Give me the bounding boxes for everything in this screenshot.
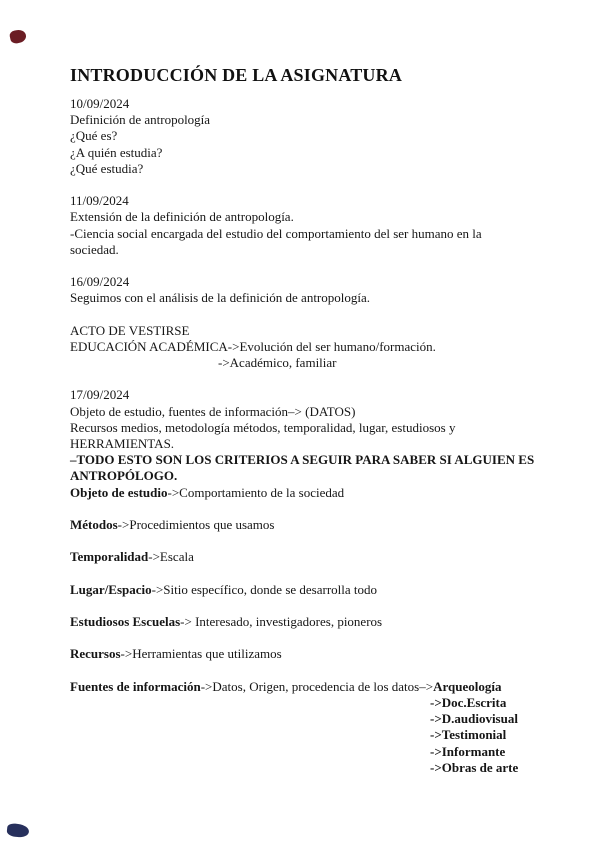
text-line xyxy=(70,242,540,258)
text-segment: 11/09/2024 xyxy=(70,193,129,209)
text-line xyxy=(70,161,540,177)
text-line xyxy=(70,128,540,144)
text-segment: Arqueología xyxy=(433,678,502,694)
text-segment: ¿Qué es? xyxy=(70,128,118,144)
text-segment: ->Datos, Origen, procedencia de los datos–> xyxy=(200,678,434,694)
text-segment: Recursos xyxy=(70,646,121,662)
text-segment: Métodos xyxy=(70,516,118,532)
text-segment: Recursos medios, metodología métodos, temporalidad, lugar, estudiosos y xyxy=(70,419,456,435)
blank-line xyxy=(70,533,540,549)
text-segment: Fuentes de información xyxy=(70,678,201,694)
text-line xyxy=(70,145,540,161)
text-line xyxy=(70,387,540,403)
text-segment: sociedad. xyxy=(70,241,119,257)
text-line xyxy=(70,614,540,630)
text-segment: EDUCACIÓN ACADÉMICA->Evolución del ser humano/formación. xyxy=(70,338,436,354)
text-segment: ->Procedimientos que usamos xyxy=(117,516,275,532)
text-segment: 16/09/2024 xyxy=(70,274,130,290)
text-line xyxy=(70,679,540,695)
text-segment: ->Informante xyxy=(430,743,506,759)
text-segment: ->Doc.Escrita xyxy=(430,694,507,710)
text-segment: Estudiosos Escuelas xyxy=(70,614,181,629)
text-line xyxy=(70,112,540,128)
text-line xyxy=(70,209,540,225)
text-segment: ->Sitio específico, donde se desarrolla todo xyxy=(151,581,378,597)
text-segment: ¿Qué estudia? xyxy=(70,160,144,176)
blank-line xyxy=(70,598,540,614)
text-line xyxy=(70,452,540,468)
text-line xyxy=(70,646,540,662)
text-line xyxy=(70,226,540,242)
text-line xyxy=(70,485,540,501)
blank-line xyxy=(70,371,540,387)
blue-scribble-mark xyxy=(6,823,29,838)
text-segment: -Ciencia social encargada del estudio del comportamiento del ser humano en la xyxy=(70,225,482,241)
text-segment: ->Obras de arte xyxy=(430,759,519,775)
text-segment: ACTO DE VESTIRSE xyxy=(70,322,190,338)
text-line xyxy=(70,582,540,598)
text-segment: ->D.audiovisual xyxy=(430,711,518,727)
blank-line xyxy=(70,501,540,517)
text-segment: Lugar/Espacio xyxy=(70,581,152,597)
text-line xyxy=(70,549,540,565)
text-line xyxy=(70,193,540,209)
text-line xyxy=(70,436,540,452)
text-line xyxy=(70,274,540,290)
text-line xyxy=(70,404,540,420)
text-segment: ->Académico, familiar xyxy=(218,355,337,370)
text-line xyxy=(70,695,540,711)
text-segment: Temporalidad xyxy=(70,549,149,565)
text-segment: –TODO ESTO SON LOS CRITERIOS A SEGUIR PARA SABER SI ALGUIEN ES xyxy=(70,452,535,468)
blank-line xyxy=(70,258,540,274)
blank-line xyxy=(70,565,540,581)
text-line xyxy=(70,727,540,743)
text-line xyxy=(70,468,540,484)
text-line xyxy=(70,517,540,533)
text-segment: Objeto de estudio xyxy=(70,484,168,500)
page-title: INTRODUCCIÓN DE LA ASIGNATURA xyxy=(70,65,403,85)
text-line xyxy=(70,339,540,355)
text-line xyxy=(70,744,540,760)
text-segment: Seguimos con el análisis de la definición de antropología. xyxy=(70,290,371,306)
text-segment: ->Testimonial xyxy=(430,727,507,743)
text-segment: Objeto de estudio, fuentes de información–> (DATOS) xyxy=(70,403,356,419)
text-segment: -> Interesado, investigadores, pioneros xyxy=(180,614,383,629)
text-segment: 17/09/2024 xyxy=(70,387,130,403)
blank-line xyxy=(70,177,540,193)
text-segment: ->Comportamiento de la sociedad xyxy=(167,484,345,500)
text-segment: ANTROPÓLOGO. xyxy=(70,468,178,484)
text-line xyxy=(70,290,540,306)
document-body xyxy=(70,96,540,776)
red-scribble-mark xyxy=(9,28,27,44)
text-line xyxy=(70,96,540,112)
blank-line xyxy=(70,630,540,646)
text-segment: ->Herramientas que utilizamos xyxy=(120,646,282,662)
text-line xyxy=(70,760,540,776)
text-segment: Definición de antropología xyxy=(70,112,211,128)
text-segment: ->Escala xyxy=(148,549,194,565)
text-segment: HERRAMIENTAS. xyxy=(70,435,175,451)
text-segment: 10/09/2024 xyxy=(70,96,130,111)
blank-line xyxy=(70,306,540,322)
text-segment: ¿A quién estudia? xyxy=(70,144,163,160)
text-line xyxy=(70,323,540,339)
text-line xyxy=(70,420,540,436)
text-line xyxy=(70,711,540,727)
text-line xyxy=(70,355,540,371)
text-segment: Extensión de la definición de antropología. xyxy=(70,209,294,225)
blank-line xyxy=(70,663,540,679)
